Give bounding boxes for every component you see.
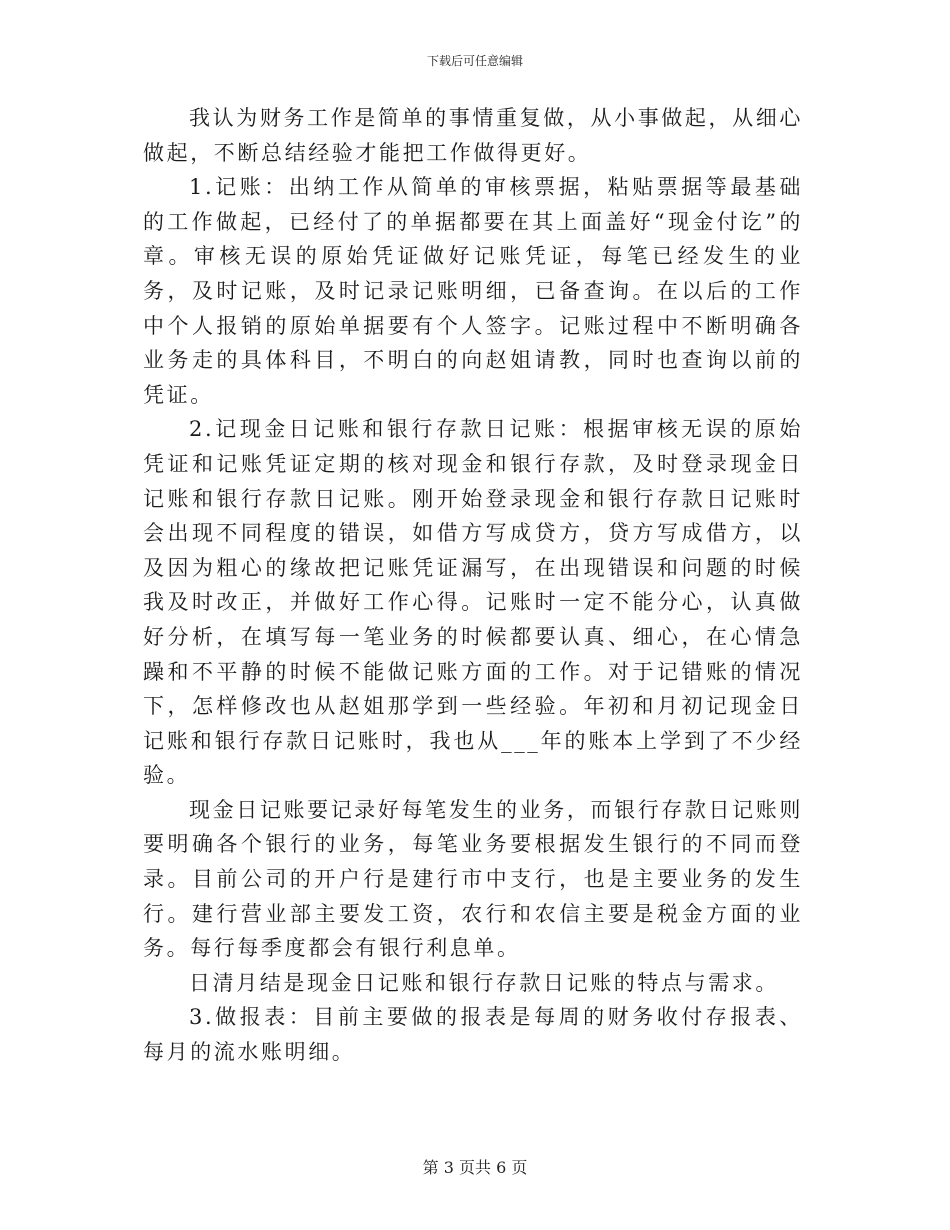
paragraph-cash-bank-journals: 现金日记账要记录好每笔发生的业务，而银行存款日记账则要明确各个银行的业务，每笔业务要根据发生银行的不同而登录。目前公司的开户行是建行市中支行，也是主要业务的发生行。建行营业部主要发工资，农行和农信主要是税金方面的业务。每行每季度都会有银行利息单。 [143, 797, 803, 961]
paragraph-daily-monthly-close: 日清月结是现金日记账和银行存款日记账的特点与需求。 [189, 970, 779, 995]
page-header: 下载后可任意编辑 [426, 54, 523, 68]
paragraph-reports: 3.做报表：目前主要做的报表是每周的财务收付存报表、每月的流水账明细。 [143, 1005, 803, 1065]
page-number: 第 3 页共 6 页 [422, 1158, 528, 1177]
paragraph-journals: 2.记现金日记账和银行存款日记账：根据审核无误的原始凭证和记账凭证定期的核对现金和银行存款，及时登录现金日记账和银行存款日记账。刚开始登录现金和银行存款日记账时会出现不同程度的错误，如借方写成贷方，贷方写成借方，以及因为粗心的缘故把记账凭证漏写，在出现错误和问题的时候我及时改正，并做好工作心得。记账时一定不能分心，认真做好分析，在填写每一笔业务的时候都要认真、细心，在心情急躁和不平静的时候不能做记账方面的工作。对于记错账的情况下，怎样修改也从赵姐那学到一些经验。年初和月初记现金日记账和银行存款日记账时，我也从___年的账本上学到了不少经验。 [143, 417, 803, 788]
document-body [143, 101, 803, 1070]
paragraph-intro: 我认为财务工作是简单的事情重复做，从小事做起，从细心做起，不断总结经验才能把工作做得更好。 [143, 106, 803, 165]
paragraph-bookkeeping: 1.记账：出纳工作从简单的审核票据，粘贴票据等最基础的工作做起，已经付了的单据都要在其上面盖好“现金付讫”的章。审核无误的原始凭证做好记账凭证，每笔已经发生的业务，及时记账，及时记录记账明细，已备查询。在以后的工作中个人报销的原始单据要有个人签字。记账过程中不断明确各业务走的具体科目，不明白的向赵姐请教，同时也查询以前的凭证。 [143, 175, 803, 407]
